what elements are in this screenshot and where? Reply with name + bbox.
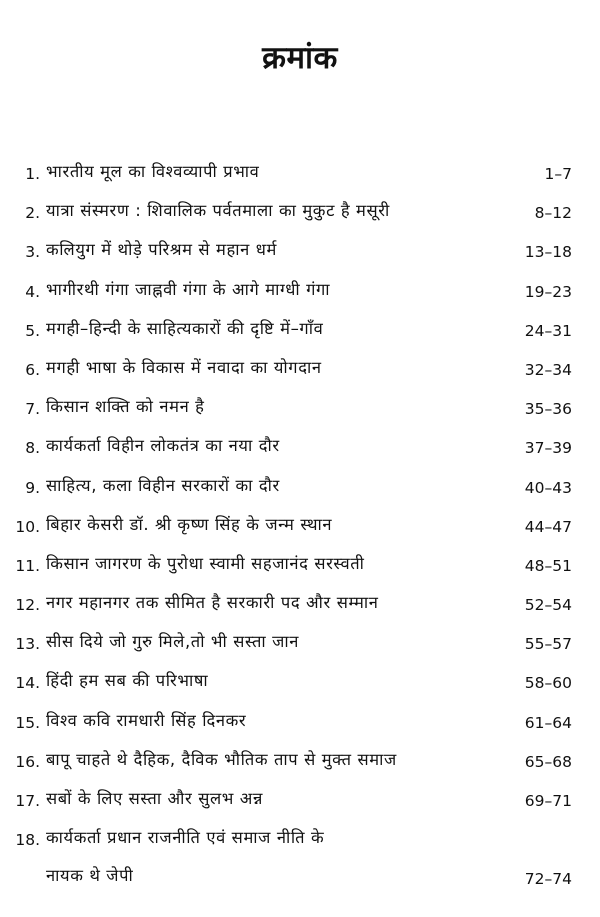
entry-number: 15. xyxy=(15,713,40,732)
toc-entry-11 xyxy=(0,552,600,591)
entry-title-line-1: कार्यकर्ता प्रधान राजनीति एवं समाज नीति के xyxy=(46,828,325,848)
entry-title: मगही–हिन्दी के साहित्यकारों की दृष्टि में–गाँव xyxy=(46,318,324,338)
entry-pages: 19–23 xyxy=(524,282,572,301)
entry-number: 2. xyxy=(25,204,40,223)
toc-entry-16 xyxy=(0,748,600,787)
entry-title: किसान जागरण के पुरोधा स्वामी सहजानंद सरस्वती xyxy=(46,553,365,573)
entry-title: साहित्य, कला विहीन सरकारों का दौर xyxy=(46,475,280,495)
entry-title: बापू चाहते थे दैहिक, दैविक भौतिक ताप से मुक्त समाज xyxy=(46,749,397,769)
toc-entry-13 xyxy=(0,630,600,669)
toc-entry-5 xyxy=(0,317,600,356)
entry-number: 9. xyxy=(25,478,40,497)
entry-number: 10. xyxy=(15,517,40,536)
entry-title-line-2: नायक थे जेपी xyxy=(46,866,134,886)
entry-title: कार्यकर्ता विहीन लोकतंत्र का नया दौर xyxy=(46,436,280,456)
entry-title: नगर महानगर तक सीमित है सरकारी पद और सम्मान xyxy=(46,593,379,613)
page-title: क्रमांक xyxy=(262,40,338,76)
entry-number: 13. xyxy=(15,635,40,654)
entry-pages: 8–12 xyxy=(534,204,572,223)
toc-entry-10 xyxy=(0,513,600,552)
entry-title: विश्व कवि रामधारी सिंह दिनकर xyxy=(46,710,247,730)
toc-entry-2 xyxy=(0,199,600,238)
entry-title: यात्रा संस्मरण : शिवालिक पर्वतमाला का मुकुट है मसूरी xyxy=(46,201,390,221)
entry-pages: 37–39 xyxy=(524,439,572,458)
table-of-contents xyxy=(0,160,600,904)
entry-number: 3. xyxy=(25,243,40,262)
entry-number: 18. xyxy=(15,831,40,850)
entry-number: 17. xyxy=(15,792,40,810)
entry-pages: 52–54 xyxy=(524,596,572,615)
entry-pages: 69–71 xyxy=(524,792,572,810)
entry-pages: 40–43 xyxy=(524,478,572,497)
toc-entry-12 xyxy=(0,591,600,630)
entry-title: सीस दिये जो गुरु मिले,तो भी सस्ता जान xyxy=(46,632,300,652)
toc-entry-18 xyxy=(0,826,600,904)
toc-entry-9 xyxy=(0,474,600,513)
entry-title: कलियुग में थोड़े परिश्रम से महान धर्म xyxy=(46,240,277,260)
toc-entry-1 xyxy=(0,160,600,199)
entry-pages: 44–47 xyxy=(524,517,572,536)
entry-pages: 1–7 xyxy=(544,165,572,183)
entry-number: 4. xyxy=(25,282,40,301)
entry-number: 16. xyxy=(15,752,40,771)
entry-number: 1. xyxy=(25,165,40,183)
toc-entry-6 xyxy=(0,356,600,395)
entry-number: 14. xyxy=(15,674,40,693)
toc-entry-8 xyxy=(0,434,600,473)
entry-pages: 58–60 xyxy=(524,674,572,693)
toc-entry-14 xyxy=(0,669,600,708)
entry-number: 8. xyxy=(25,439,40,458)
entry-pages: 72–74 xyxy=(524,870,572,889)
entry-title: सबों के लिए सस्ता और सुलभ अन्न xyxy=(46,789,264,808)
entry-title: भागीरथी गंगा जाह्नवी गंगा के आगे माग्धी गंगा xyxy=(46,279,331,299)
entry-title: बिहार केसरी डॉ. श्री कृष्ण सिंह के जन्म स्थान xyxy=(46,514,333,534)
entry-number: 11. xyxy=(15,556,40,575)
entry-title: हिंदी हम सब की परिभाषा xyxy=(46,671,209,691)
entry-pages: 55–57 xyxy=(524,635,572,654)
entry-title: किसान शक्ति को नमन है xyxy=(46,397,205,417)
entry-number: 5. xyxy=(25,321,40,340)
toc-entry-3 xyxy=(0,238,600,277)
entry-title: मगही भाषा के विकास में नवादा का योगदान xyxy=(46,357,322,377)
entry-number: 12. xyxy=(15,596,40,615)
toc-entry-7 xyxy=(0,395,600,434)
entry-pages: 65–68 xyxy=(524,752,572,771)
entry-pages: 13–18 xyxy=(524,243,572,262)
entry-pages: 61–64 xyxy=(524,713,572,732)
entry-pages: 24–31 xyxy=(524,321,572,340)
entry-number: 6. xyxy=(25,360,40,379)
toc-entry-17 xyxy=(0,787,600,826)
entry-pages: 48–51 xyxy=(524,556,572,575)
entry-pages: 35–36 xyxy=(524,400,572,419)
entry-pages: 32–34 xyxy=(524,360,572,379)
entry-number: 7. xyxy=(25,400,40,419)
toc-entry-4 xyxy=(0,278,600,317)
entry-title: भारतीय मूल का विश्वव्यापी प्रभाव xyxy=(46,162,260,181)
toc-entry-15 xyxy=(0,709,600,748)
entry-title xyxy=(46,826,502,888)
